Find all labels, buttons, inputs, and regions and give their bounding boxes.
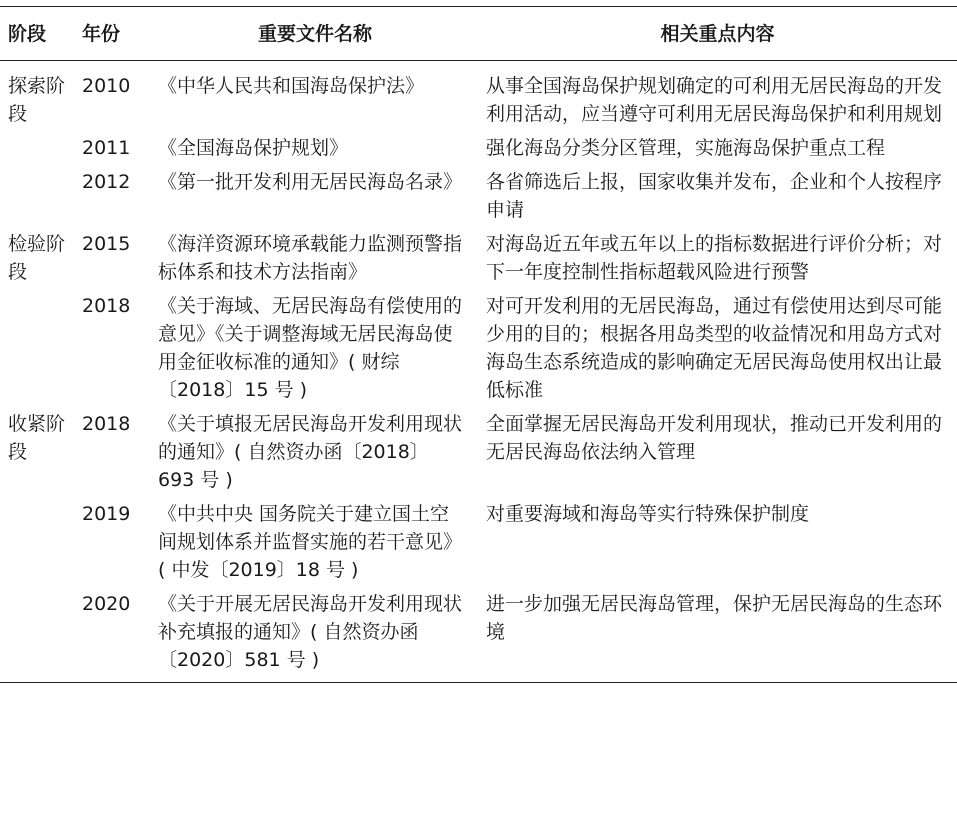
stage-cell [0, 289, 72, 407]
content-cell: 从事全国海岛保护规划确定的可利用无居民海岛的开发利用活动，应当遵守可利用无居民海岛保护和利用规划 [486, 75, 943, 125]
document-cell: 《中华人民共和国海岛保护法》 [158, 75, 425, 97]
table-row [0, 61, 957, 132]
document-cell: 《全国海岛保护规划》 [158, 137, 349, 159]
stage-cell: 检验阶段 [8, 233, 66, 283]
header-stage: 阶段 [0, 7, 72, 61]
content-cell: 对可开发利用的无居民海岛，通过有偿使用达到尽可能少用的目的；根据各用岛类型的收益情况和用岛方式对海岛生态系统造成的影响确定无居民海岛使用权出让最低标准 [486, 295, 943, 401]
table-row [0, 289, 957, 407]
stage-cell: 探索阶段 [8, 75, 66, 125]
year-cell: 2019 [82, 503, 131, 525]
document-cell: 《关于填报无居民海岛开发利用现状的通知》( 自然资办函〔2018〕693 号 ) [158, 413, 463, 491]
stage-cell: 收紧阶段 [8, 413, 66, 463]
year-cell: 2018 [82, 295, 131, 317]
header-year: 年份 [72, 7, 152, 61]
table-row [0, 407, 957, 497]
stage-cell [0, 131, 72, 165]
year-cell: 2011 [82, 137, 131, 159]
table-row [0, 131, 957, 165]
content-cell: 全面掌握无居民海岛开发利用现状，推动已开发利用的无居民海岛依法纳入管理 [486, 413, 943, 463]
table-header-row [0, 7, 957, 61]
document-cell: 《中共中央 国务院关于建立国土空间规划体系并监督实施的若干意见》( 中发〔2019〕18 号 ) [158, 503, 463, 581]
year-cell: 2018 [82, 413, 131, 435]
header-document: 重要文件名称 [152, 7, 478, 61]
stage-cell [0, 587, 72, 683]
document-cell: 《海洋资源环境承载能力监测预警指标体系和技术方法指南》 [158, 233, 463, 283]
stage-cell [0, 165, 72, 227]
year-cell: 2012 [82, 171, 131, 193]
year-cell: 2020 [72, 587, 152, 683]
year-cell: 2015 [82, 233, 131, 255]
year-cell: 2010 [82, 75, 131, 97]
document-cell: 《第一批开发利用无居民海岛名录》 [158, 171, 463, 193]
document-cell: 《关于海域、无居民海岛有偿使用的意见》《关于调整海域无居民海岛使用金征收标准的通知》( 财综〔2018〕15 号 ) [158, 295, 463, 401]
content-cell: 进一步加强无居民海岛管理，保护无居民海岛的生态环境 [478, 587, 957, 683]
table-row [0, 587, 957, 683]
stage-cell [0, 497, 72, 587]
table-row [0, 227, 957, 289]
content-cell: 对海岛近五年或五年以上的指标数据进行评价分析；对下一年度控制性指标超载风险进行预警 [486, 233, 943, 283]
document-cell: 《关于开展无居民海岛开发利用现状补充填报的通知》( 自然资办函〔2020〕581 号 ) [152, 587, 478, 683]
content-cell: 对重要海域和海岛等实行特殊保护制度 [486, 503, 810, 525]
table-row [0, 165, 957, 227]
policy-table [0, 6, 957, 683]
content-cell: 各省筛选后上报，国家收集并发布，企业和个人按程序申请 [486, 171, 943, 221]
header-content: 相关重点内容 [478, 7, 957, 61]
table-row [0, 497, 957, 587]
content-cell: 强化海岛分类分区管理，实施海岛保护重点工程 [486, 137, 886, 159]
